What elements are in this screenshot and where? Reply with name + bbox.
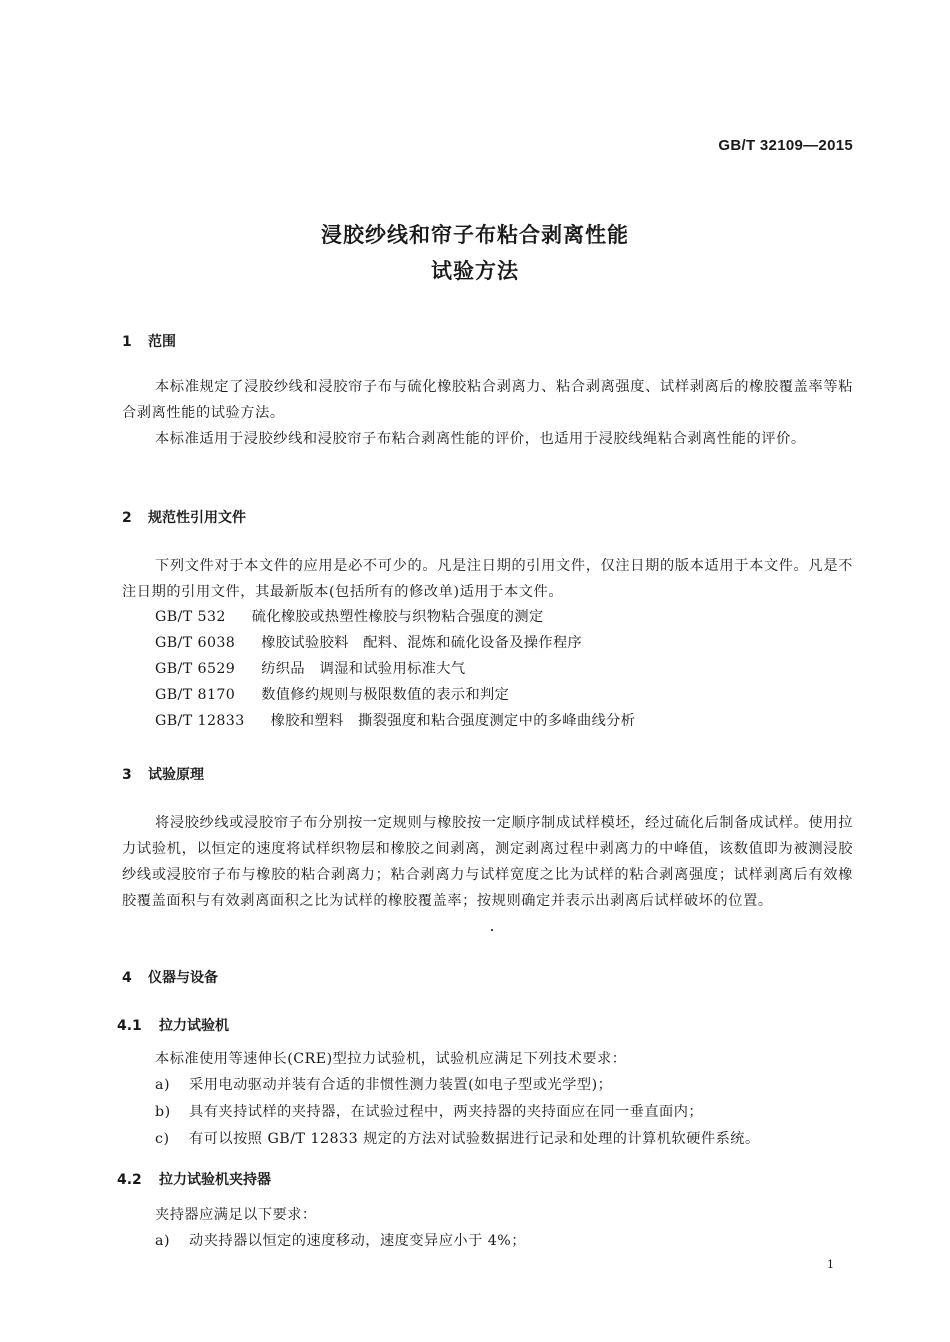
list-item-label: a)	[155, 1233, 170, 1249]
section-2-heading	[122, 507, 246, 527]
reference-title: 橡胶和塑料 撕裂强度和粘合强度测定中的多峰曲线分析	[270, 713, 636, 729]
subsection-4-1-intro: 本标准使用等速伸长(CRE)型拉力试验机，试验机应满足下列技术要求：	[155, 1051, 627, 1067]
list-item-label: b)	[155, 1104, 171, 1120]
reference-code: GB/T 532	[155, 609, 226, 625]
subsection-4-1-heading	[117, 1015, 229, 1035]
document-title-line1: 浸胶纱线和帘子布粘合剥离性能	[321, 223, 629, 247]
standard-number: GB/T 32109—2015	[718, 137, 853, 154]
list-item-label: c)	[155, 1131, 170, 1147]
reference-title: 数值修约规则与极限数值的表示和判定	[261, 687, 510, 703]
section-title: 范围	[148, 334, 176, 350]
reference-item	[155, 708, 635, 734]
section-4-heading	[122, 967, 218, 987]
section-title: 仪器与设备	[148, 970, 218, 986]
list-item	[155, 1099, 703, 1125]
subsection-4-2-heading	[117, 1169, 271, 1189]
reference-title: 纺织品 调湿和试验用标准大气	[261, 661, 466, 677]
reference-code: GB/T 8170	[155, 687, 236, 703]
reference-code: GB/T 6529	[155, 661, 236, 677]
section-1-paragraph-1: 本标准规定了浸胶纱线和浸胶帘子布与硫化橡胶粘合剥离力、粘合剥离强度、试样剥离后的橡胶覆盖率等粘合剥离性能的试验方法。	[122, 379, 853, 421]
reference-item	[155, 682, 509, 708]
section-2-paragraph-1: 下列文件对于本文件的应用是必不可少的。凡是注日期的引用文件，仅注日期的版本适用于本文件。凡是不注日期的引用文件，其最新版本(包括所有的修改单)适用于本文件。	[122, 558, 853, 600]
section-3-heading	[122, 764, 204, 784]
section-number: 2	[122, 510, 132, 526]
reference-item	[155, 604, 544, 630]
section-1-heading	[122, 331, 176, 351]
section-title: 规范性引用文件	[148, 510, 246, 526]
list-item	[155, 1228, 526, 1254]
subsection-number: 4.1	[117, 1018, 142, 1034]
section-number: 4	[122, 970, 132, 986]
section-number: 1	[122, 334, 132, 350]
section-1-paragraph-2: 本标准适用于浸胶纱线和浸胶帘子布粘合剥离性能的评价，也适用于浸胶线绳粘合剥离性能的评价。	[155, 431, 806, 447]
section-number: 3	[122, 767, 132, 783]
reference-title: 橡胶试验胶料 配料、混炼和硫化设备及操作程序	[261, 635, 583, 651]
subsection-title: 拉力试验机夹持器	[159, 1172, 271, 1188]
reference-code: GB/T 6038	[155, 635, 236, 651]
subsection-4-2-intro: 夹持器应满足以下要求：	[155, 1207, 317, 1223]
section-3-paragraph-1: 将浸胶纱线或浸胶帘子布分别按一定规则与橡胶按一定顺序制成试样模坯，经过硫化后制备成试样。使用拉力试验机，以恒定的速度将试样织物层和橡胶之间剥离，测定剥离过程中剥离力的中峰值，该数值即为被测浸胶纱线或浸胶帘子布与橡胶的粘合剥离力；粘合剥离力与试样宽度之比为试样的粘合剥离强度；试样剥离后有效橡胶覆盖面积与有效剥离面积之比为试样的橡胶覆盖率；按规则确定并表示出剥离后试样破坏的位置。	[122, 815, 853, 909]
list-item-text: 有可以按照 GB/T 12833 规定的方法对试验数据进行记录和处理的计算机软硬件系统。	[189, 1131, 760, 1147]
reference-item	[155, 630, 582, 656]
list-item-label: a)	[155, 1077, 170, 1093]
section-title: 试验原理	[148, 767, 204, 783]
list-item-text: 动夹持器以恒定的速度移动，速度变异应小于 4%；	[189, 1233, 526, 1249]
reference-title: 硫化橡胶或热塑性橡胶与织物粘合强度的测定	[251, 609, 544, 625]
reference-item	[155, 656, 465, 682]
list-item-text: 采用电动驱动并装有合适的非惯性测力装置(如电子型或光学型)；	[189, 1077, 613, 1093]
subsection-number: 4.2	[117, 1172, 142, 1188]
document-title-line2: 试验方法	[431, 259, 519, 283]
scan-speck	[491, 929, 493, 931]
list-item	[155, 1126, 760, 1152]
reference-code: GB/T 12833	[155, 713, 245, 729]
page-number: 1	[827, 1258, 834, 1271]
list-item-text: 具有夹持试样的夹持器，在试验过程中，两夹持器的夹持面应在同一垂直面内；	[189, 1104, 704, 1120]
list-item	[155, 1072, 612, 1098]
subsection-title: 拉力试验机	[159, 1018, 229, 1034]
